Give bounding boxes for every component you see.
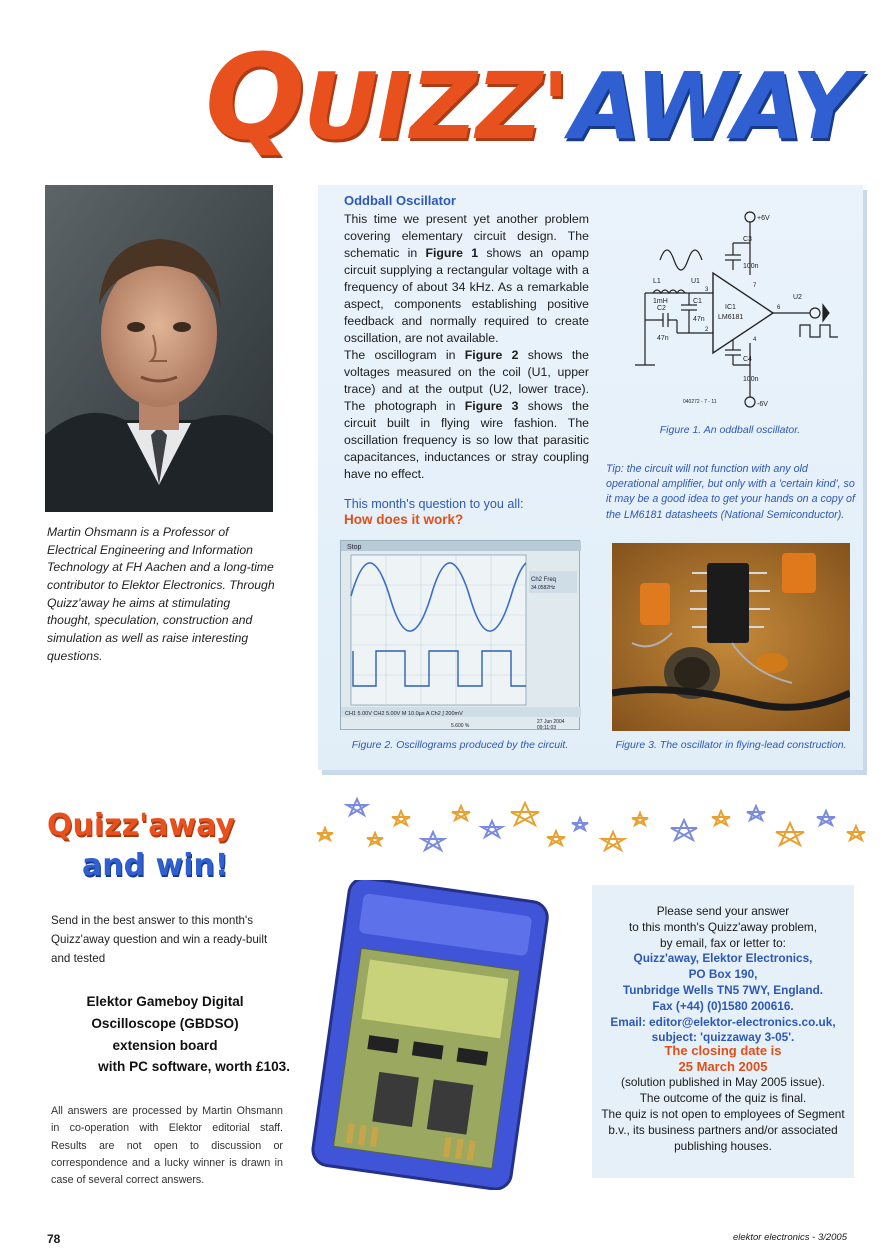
win-headline-2: and win!: [82, 848, 229, 883]
prize-description: [40, 991, 290, 1078]
prize-line-1: Elektor Gameboy Digital: [86, 994, 244, 1009]
masthead-q: Q: [205, 28, 304, 166]
entry-line-3: by email, fax or letter to:: [660, 935, 786, 950]
entry-fax: Fax (+44) (0)1580 200616.: [652, 998, 794, 1013]
fig1-ic1: IC1: [725, 304, 736, 311]
star-garland: [300, 795, 880, 865]
oscillogram-graphic: [341, 541, 581, 731]
osc-ch-label: Ch2 Freq: [531, 577, 557, 583]
fig1-c4: C4: [743, 356, 752, 363]
entry-terms-3: The quiz is not open to employees of Segment b.v., its business partners and/or associated publishing houses.: [601, 1107, 845, 1154]
osc-ch-value: 34.0582Hz: [531, 585, 556, 591]
fig1-pin4: 4: [753, 337, 757, 343]
fig1-u1: U1: [691, 278, 700, 285]
question-headline: How does it work?: [344, 512, 464, 527]
question-body: [344, 211, 589, 483]
fig1-l1: L1: [653, 278, 661, 285]
figure-1-reference: Figure 1: [425, 245, 479, 260]
question-text-1: This time we present yet another problem covering elementary circuit design. The schematic in: [344, 212, 589, 260]
figure-3-photo: [612, 543, 850, 731]
closing-line-1: The closing date is: [664, 1043, 782, 1058]
fig1-c2: C2: [657, 305, 666, 312]
masthead-title: [205, 28, 885, 178]
prize-line-3: extension board: [112, 1037, 218, 1053]
figure-2-reference: Figure 2: [464, 347, 519, 362]
question-title: Oddball Oscillator: [344, 193, 456, 208]
author-portrait-illustration: [45, 185, 273, 512]
entry-address-1: Quizz'away, Elektor Electronics,: [633, 951, 813, 966]
figure-1-caption: Figure 1. An oddball oscillator.: [659, 424, 801, 436]
fig1-c4v: 100n: [743, 376, 759, 383]
fig1-l1v: 1mH: [653, 298, 668, 305]
author-photo: [45, 185, 273, 512]
entry-line-1: Please send your answer: [656, 904, 790, 918]
masthead-uizz: UIZZ: [303, 53, 542, 160]
osc-time: 09:11:03: [537, 725, 557, 731]
fig1-c1: C1: [693, 298, 702, 305]
fig1-ic1v: LM6181: [718, 314, 744, 321]
win-intro: Send in the best answer to this month's Quizz'away question and win a ready-built and tested: [51, 914, 268, 966]
fig1-pin6: 6: [777, 305, 781, 311]
fig1-vminus: -6V: [757, 401, 768, 408]
fig1-pin2: 2: [705, 327, 709, 333]
fig1-u2: U2: [793, 294, 802, 301]
gbdso-board-illustration: [290, 880, 590, 1190]
fig1-c2v: 47n: [657, 335, 669, 342]
figure-2-caption: Figure 2. Oscillograms produced by the circuit.: [351, 739, 569, 751]
fig1-pin7: 7: [753, 283, 757, 289]
entry-line-2: to this month's Quizz'away problem,: [628, 919, 818, 934]
fig1-c3v: 100n: [743, 263, 759, 270]
entry-terms-2: The outcome of the quiz is final.: [639, 1091, 807, 1106]
author-bio: Martin Ohsmann is a Professor of Electrical Engineering and Information Technology at FH Aachen and a long-time contributor to Elektor Electronics. Through Quizz'away he aims at stimulating thought, speculation, construction and simulation as well as raise interesting questions.: [47, 525, 275, 663]
osc-extra: 5.600 %: [451, 723, 470, 729]
closing-date: [592, 1043, 854, 1075]
prize-line-2: Oscilloscope (GBDSO): [91, 1015, 239, 1031]
issue-footer: elektor electronics - 3/2005: [732, 1232, 847, 1243]
masthead-away: AWAY: [569, 53, 858, 160]
fig1-code: 040272 - 7 - 11: [683, 399, 717, 405]
figure-3-reference: Figure 3: [464, 398, 519, 413]
osc-date: 27 Jun 2004: [537, 719, 565, 725]
figure-2-oscillogram: [340, 540, 580, 730]
figure-3-caption: Figure 3. The oscillator in flying-lead construction.: [615, 739, 847, 751]
entry-address-3: Tunbridge Wells TN5 7WY, England.: [622, 982, 824, 997]
fig1-c3: C3: [743, 236, 752, 243]
flying-lead-circuit-illustration: [612, 543, 850, 731]
prize-line-4: with PC software, worth £103.: [98, 1059, 290, 1075]
osc-status: CH1 5.00V CH2 5.00V M 10.0µs A Ch2 ∫ 200mV: [345, 711, 463, 717]
page-number: 78: [47, 1232, 61, 1246]
entry-address-2: PO Box 190,: [688, 967, 758, 982]
entry-email[interactable]: Email: editor@elektor-electronics.co.uk,: [610, 1014, 836, 1029]
question-prompt: This month's question to you all:: [344, 497, 524, 511]
entry-terms: [592, 1074, 854, 1154]
entry-terms-1: (solution published in May 2005 issue).: [621, 1075, 825, 1089]
fig1-pin3: 3: [705, 287, 709, 293]
question-text-4: shows the voltages measured on the coil (U1, upper trace) and at the output (U2, lower trace). The photograph in: [344, 347, 589, 413]
entry-address: [592, 904, 854, 1046]
win-headline-1: Quizz'away: [47, 808, 236, 843]
question-text-3: The oscillogram in: [344, 347, 465, 362]
question-text-2: shows an opamp circuit supplying a rectangular voltage with a frequency of about 34 kHz. As a remarkable aspect, components establishing positive feedback and normally required to create oscillation, are not available.: [344, 245, 589, 345]
win-fine-print: All answers are processed by Martin Ohsmann in co-operation with Elektor editorial staff. Results are not open to discussion or correspondence and a lucky winner is drawn in case of several correct answers.: [51, 1105, 283, 1187]
masthead-apostrophe: ': [541, 53, 570, 160]
question-text-5: shows the circuit built in flying wire fashion. The oscillation frequency is so low that parasitic capacitances, inductances or stray coupling have no effect.: [344, 398, 589, 481]
fig1-vplus: +6V: [757, 215, 770, 222]
fig1-c1v: 47n: [693, 316, 705, 323]
osc-top-bar: Stop: [347, 544, 362, 551]
closing-line-2: 25 March 2005: [678, 1058, 768, 1074]
figure-1-schematic: [605, 205, 855, 415]
entry-subject: subject: 'quizzaway 3-05'.: [651, 1030, 795, 1045]
tip-text: Tip: the circuit will not function with any old operational amplifier, but only with a 'certain kind', so it may be a good idea to get your hands on a copy of the LM6181 datasheets (National Semiconductor).: [606, 463, 855, 521]
